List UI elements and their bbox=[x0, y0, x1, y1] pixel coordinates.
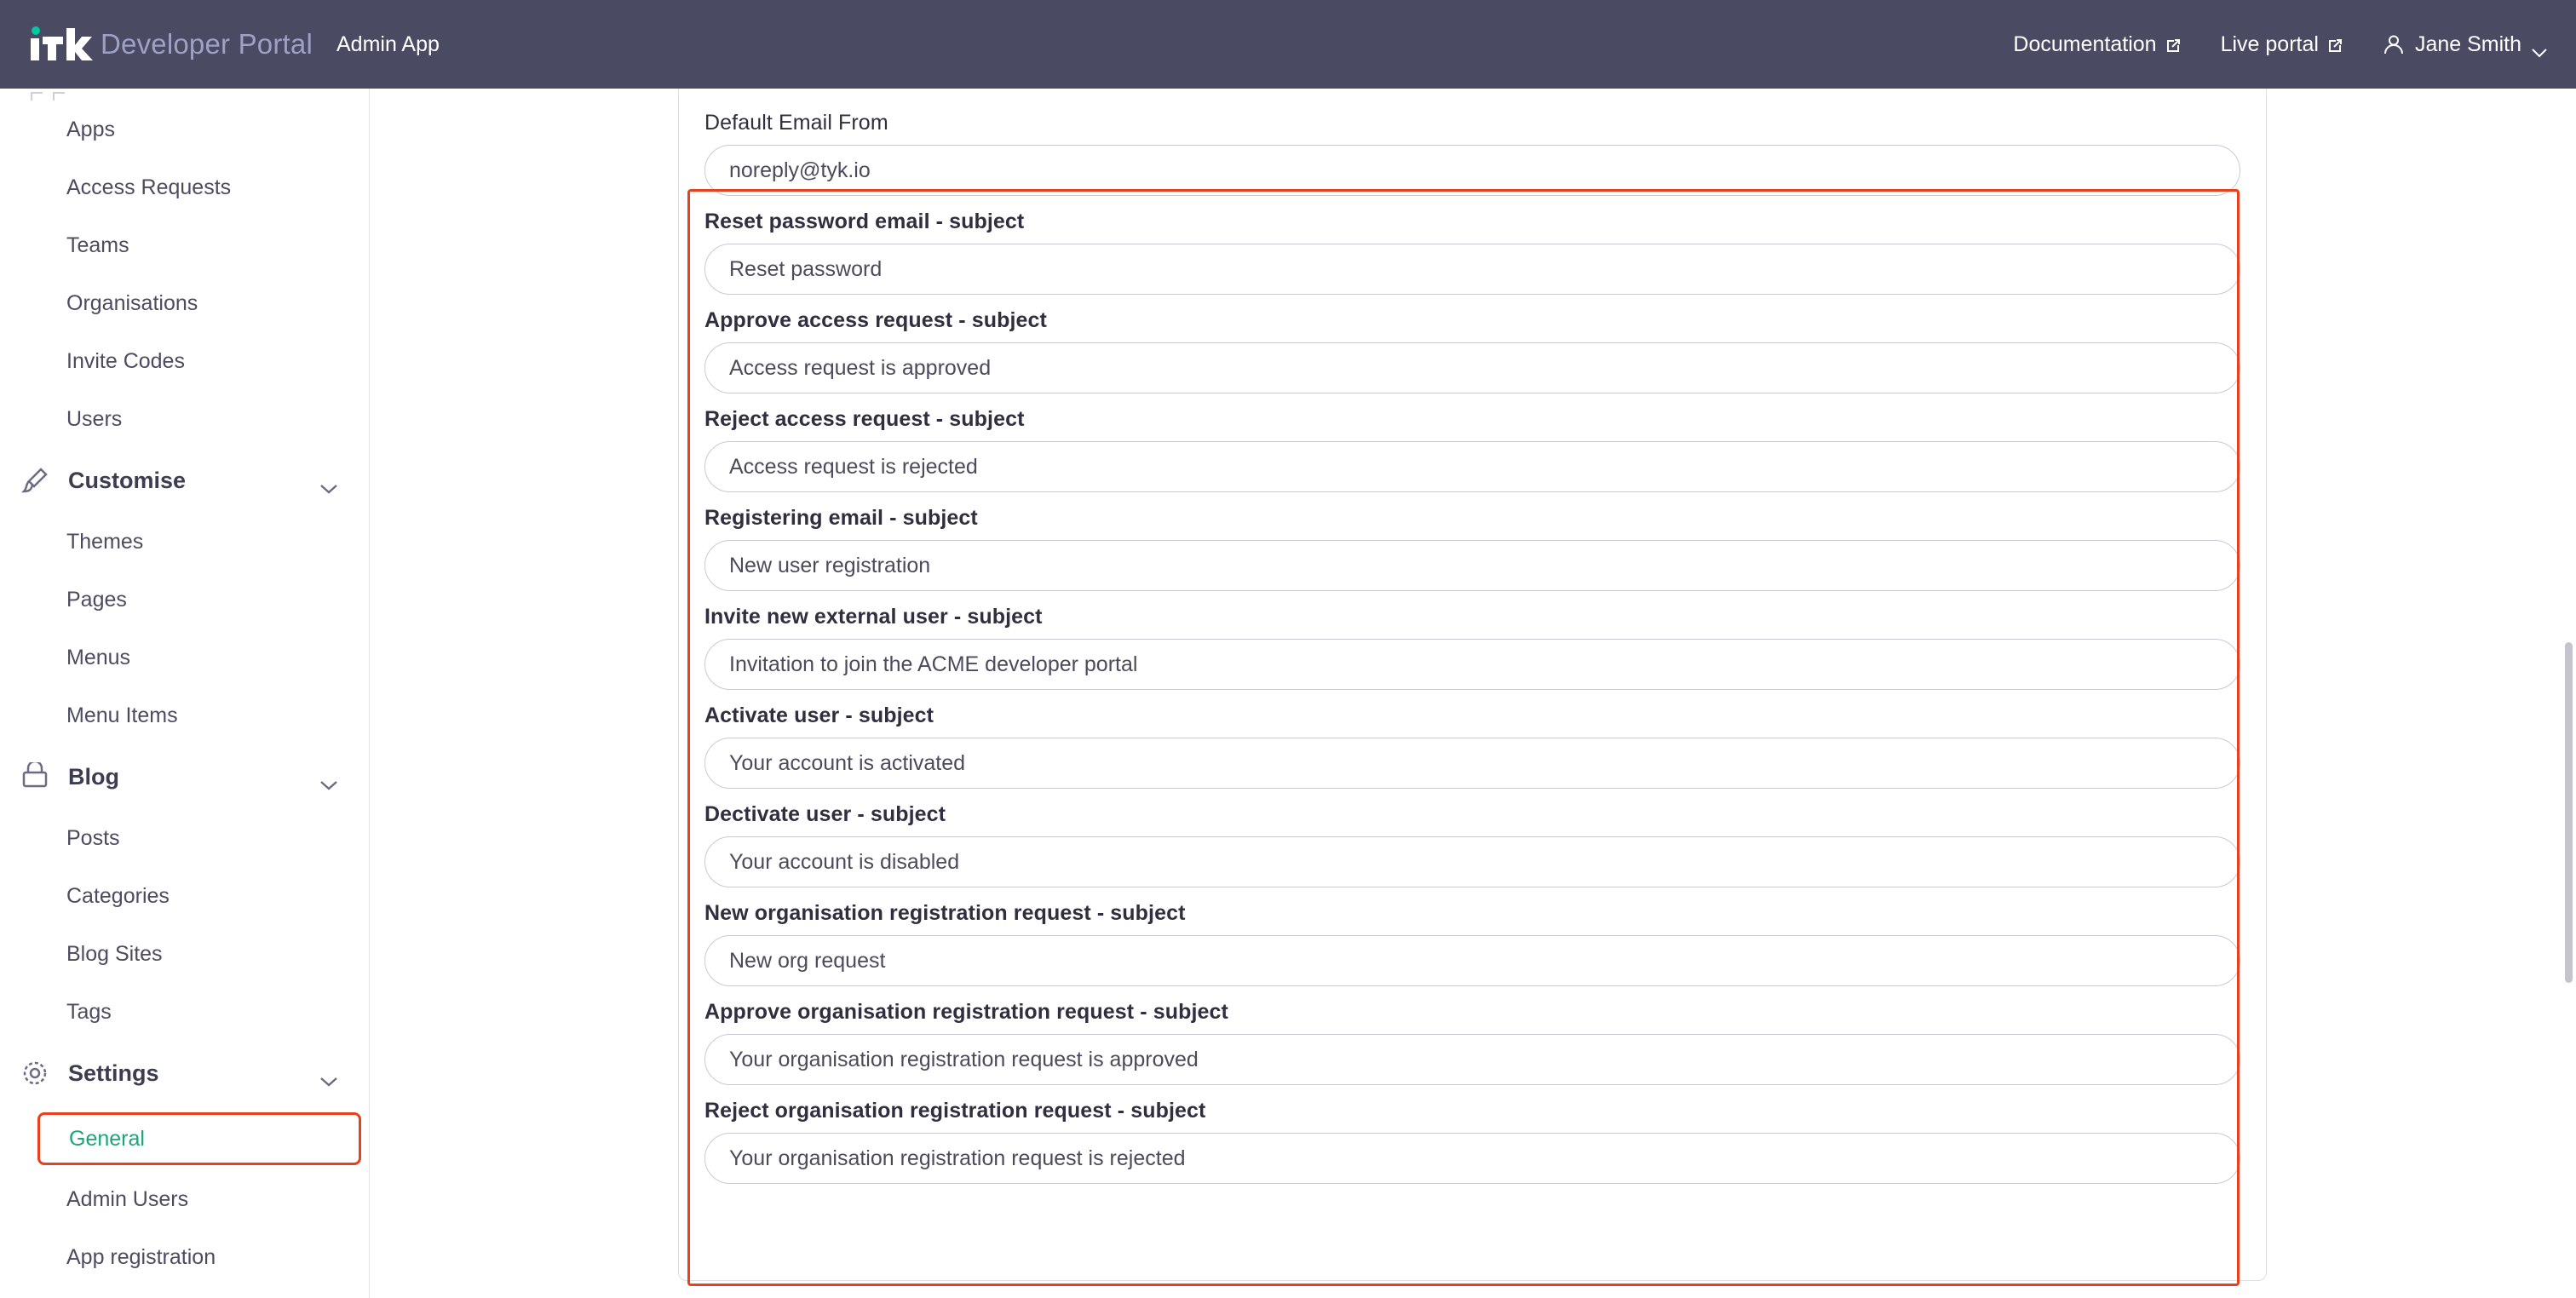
sidebar-item-categories[interactable] bbox=[0, 867, 369, 925]
documentation-link[interactable] bbox=[2013, 32, 2181, 57]
gear-icon bbox=[19, 1057, 51, 1089]
sidebar-group-customise[interactable] bbox=[0, 448, 369, 513]
live-portal-link[interactable] bbox=[2221, 32, 2343, 57]
reject-organisation-registration-request-subject-input[interactable] bbox=[704, 1133, 2240, 1184]
sidebar-item-blog-sites[interactable] bbox=[0, 925, 369, 983]
sidebar-item-label: Invite Codes bbox=[66, 348, 185, 373]
sidebar-item-app-registration[interactable] bbox=[0, 1228, 369, 1286]
sidebar-item-posts[interactable] bbox=[0, 809, 369, 867]
sidebar-item-label: General bbox=[69, 1126, 145, 1151]
sidebar-group-label: Customise bbox=[68, 467, 187, 493]
sidebar-item-label: Tags bbox=[66, 999, 112, 1024]
field-new-organisation-registration-request-subject bbox=[679, 901, 2266, 986]
sidebar-item-apps[interactable] bbox=[0, 101, 369, 158]
sidebar-item-label: Blog Sites bbox=[66, 941, 163, 966]
field-approve-organisation-registration-request-subject bbox=[679, 1000, 2266, 1085]
sidebar-item-general[interactable] bbox=[37, 1112, 361, 1165]
user-avatar-icon bbox=[2383, 33, 2405, 55]
sidebar-item-label: Menus bbox=[66, 645, 131, 669]
activate-user-subject-input[interactable] bbox=[704, 738, 2240, 789]
sidebar-item-label: App registration bbox=[66, 1244, 216, 1269]
sidebar-item-label: Posts bbox=[66, 825, 120, 850]
field-reject-organisation-registration-request-subject bbox=[679, 1099, 2266, 1184]
page-scrollbar-thumb[interactable] bbox=[2565, 642, 2573, 983]
field-label: Dectivate user - subject bbox=[704, 802, 946, 826]
reject-access-request-subject-input[interactable] bbox=[704, 441, 2240, 492]
sidebar-item-label: Access Requests bbox=[66, 175, 232, 199]
sidebar-item-access-requests[interactable] bbox=[0, 158, 369, 216]
field-default-email-from bbox=[679, 111, 2266, 196]
sidebar-bottom-edge bbox=[0, 1279, 370, 1298]
sidebar-item-themes[interactable] bbox=[0, 513, 369, 571]
field-approve-access-request-subject bbox=[679, 308, 2266, 393]
field-label: Reject organisation registration request - subject bbox=[704, 1099, 1206, 1123]
sidebar-item-label: Apps bbox=[66, 117, 115, 141]
general-settings-card bbox=[678, 89, 2267, 1281]
sidebar-item-organisations[interactable] bbox=[0, 274, 369, 332]
approve-access-request-subject-input[interactable] bbox=[704, 342, 2240, 393]
sidebar-group-blog[interactable] bbox=[0, 744, 369, 809]
chevron-down-icon bbox=[2532, 39, 2547, 49]
brush-icon bbox=[19, 464, 51, 497]
dectivate-user-subject-input[interactable] bbox=[704, 836, 2240, 887]
live-portal-label: Live portal bbox=[2220, 32, 2319, 56]
admin-app-label: Admin App bbox=[336, 32, 440, 56]
sidebar-item-menus[interactable] bbox=[0, 629, 369, 686]
field-invite-new-external-user-subject bbox=[679, 605, 2266, 690]
reset-password-subject-input[interactable] bbox=[704, 244, 2240, 295]
sidebar-group-settings[interactable] bbox=[0, 1041, 369, 1106]
sidebar-item-label: Users bbox=[66, 406, 123, 431]
sidebar bbox=[0, 89, 370, 1298]
sidebar-item-pages[interactable] bbox=[0, 571, 369, 629]
chevron-down-icon bbox=[319, 1067, 338, 1079]
sidebar-item-admin-users[interactable] bbox=[0, 1170, 369, 1228]
brand-logo[interactable] bbox=[29, 20, 313, 69]
sidebar-item-tags[interactable] bbox=[0, 983, 369, 1041]
sidebar-item-invite-codes[interactable] bbox=[0, 332, 369, 390]
field-label: Activate user - subject bbox=[704, 704, 934, 727]
field-label: Default Email From bbox=[704, 111, 888, 135]
field-registering-email-subject bbox=[679, 506, 2266, 591]
top-navigation-bar bbox=[0, 0, 2576, 89]
approve-organisation-registration-request-subject-input[interactable] bbox=[704, 1034, 2240, 1085]
documentation-label: Documentation bbox=[2013, 32, 2157, 56]
sidebar-item-label: Organisations bbox=[66, 290, 198, 315]
brand-developer-portal-text: Developer Portal bbox=[101, 28, 313, 60]
field-activate-user-subject bbox=[679, 704, 2266, 789]
field-label: Registering email - subject bbox=[704, 506, 978, 530]
external-link-icon bbox=[2326, 36, 2343, 53]
main-content bbox=[370, 89, 2576, 1298]
sidebar-scroll-indicator bbox=[0, 89, 370, 102]
invite-new-external-user-subject-input[interactable] bbox=[704, 639, 2240, 690]
tyk-logo-icon bbox=[29, 20, 95, 69]
field-label: Invite new external user - subject bbox=[704, 605, 1043, 629]
chevron-down-icon bbox=[319, 474, 338, 486]
sidebar-item-label: Admin Users bbox=[66, 1186, 189, 1211]
field-label: Reset password email - subject bbox=[704, 210, 1025, 233]
sidebar-item-label: Menu Items bbox=[66, 703, 178, 727]
page-scrollbar-track[interactable] bbox=[2561, 89, 2576, 1298]
registering-email-subject-input[interactable] bbox=[704, 540, 2240, 591]
new-organisation-registration-request-subject-input[interactable] bbox=[704, 935, 2240, 986]
sidebar-item-label: Pages bbox=[66, 587, 127, 612]
external-link-icon bbox=[2165, 36, 2182, 53]
user-menu[interactable] bbox=[2383, 32, 2547, 57]
blog-icon bbox=[19, 761, 51, 793]
chevron-down-icon bbox=[319, 771, 338, 783]
field-label: New organisation registration request - subject bbox=[704, 901, 1186, 925]
sidebar-item-teams[interactable] bbox=[0, 216, 369, 274]
sidebar-item-label: Themes bbox=[66, 529, 144, 554]
field-reset-password-subject bbox=[679, 210, 2266, 295]
field-label: Approve access request - subject bbox=[704, 308, 1047, 332]
sidebar-item-label: Categories bbox=[66, 883, 170, 908]
sidebar-item-menu-items[interactable] bbox=[0, 686, 369, 744]
sidebar-group-label: Blog bbox=[68, 763, 119, 790]
default-email-from-input[interactable] bbox=[704, 145, 2240, 196]
field-label: Approve organisation registration request - subject bbox=[704, 1000, 1228, 1024]
field-reject-access-request-subject bbox=[679, 407, 2266, 492]
sidebar-group-label: Settings bbox=[68, 1060, 159, 1086]
sidebar-item-users[interactable] bbox=[0, 390, 369, 448]
field-dectivate-user-subject bbox=[679, 802, 2266, 887]
sidebar-item-label: Teams bbox=[66, 233, 129, 257]
field-label: Reject access request - subject bbox=[704, 407, 1025, 431]
user-name-label: Jane Smith bbox=[2414, 32, 2521, 56]
